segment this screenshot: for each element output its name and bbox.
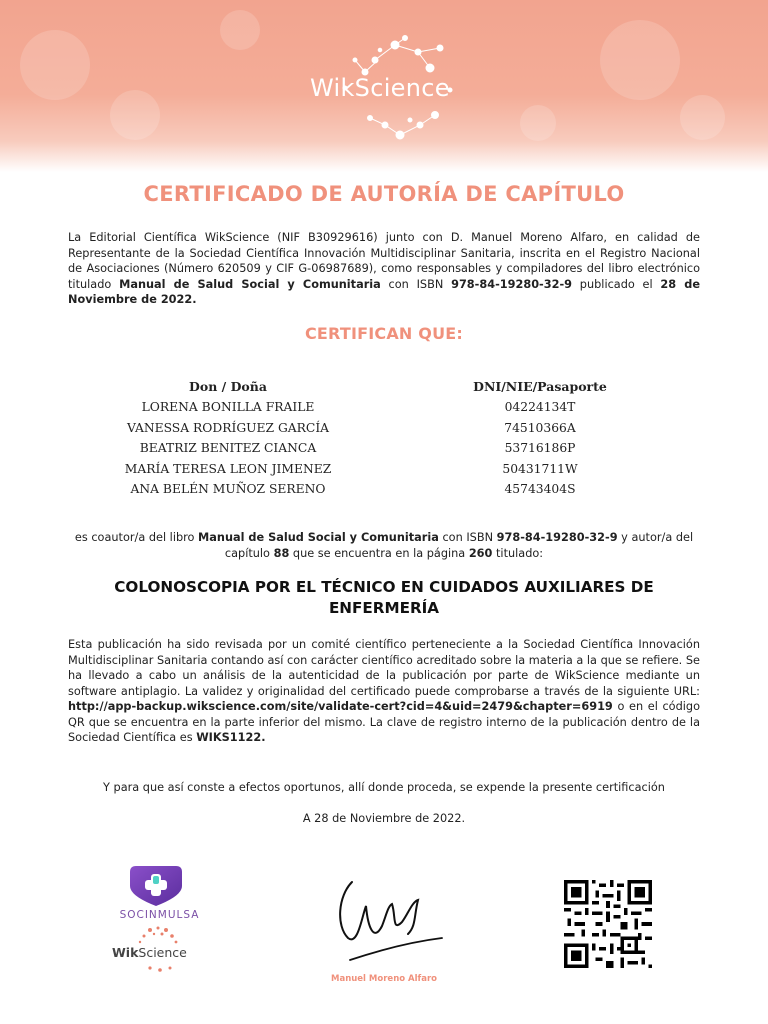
coauthor-text: que se encuentra en la página: [289, 546, 469, 560]
registry-key: WIKS1122.: [196, 731, 266, 744]
book-title: Manual de Salud Social y Comunitaria: [119, 277, 381, 291]
intro-paragraph: [68, 230, 700, 308]
review-text: Esta publicación ha sido revisada por un comité científico perteneciente a la Sociedad Científica Innovación Multidisciplinar Sanitaria contando así con carácter científico acreditado sobre la materia a la que se refiere. Se ha llevado a cabo un análisis de la autenticidad de la publicación por parte de WikScience mediante un software antiplagio. La validez y originalidad del certificado puede comprobarse a través de la siguiente URL:: [68, 638, 700, 698]
coauthor-text: titulado:: [492, 546, 544, 560]
validation-url[interactable]: http://app-backup.wikscience.com/site/validate-cert?cid=4&uid=2479&chapter=6919: [68, 700, 613, 713]
author-name: VANESSA RODRÍGUEZ GARCÍA: [126, 420, 330, 435]
brand-suffix: Science: [354, 74, 450, 102]
chapter-title: COLONOSCOPIA POR EL TÉCNICO EN CUIDADOS AUXILIARES DE ENFERMERÍA: [114, 578, 654, 617]
author-name: MARÍA TERESA LEON JIMENEZ: [124, 461, 332, 476]
chapter-number: 88: [273, 546, 290, 560]
bokeh-circle: [220, 10, 260, 50]
author-id: 04224134T: [504, 400, 576, 414]
authors-id-column: [430, 379, 650, 503]
page-number: 260: [468, 546, 493, 560]
small-brand-suffix: Science: [138, 945, 187, 960]
bokeh-circle: [110, 90, 160, 140]
small-brand-prefix: Wik: [112, 945, 139, 960]
author-id: 74510366A: [504, 420, 576, 435]
qr-code[interactable]: [562, 880, 654, 968]
coauthor-text: con ISBN: [438, 531, 497, 544]
intro-text: con ISBN: [380, 277, 452, 291]
author-id: 45743404S: [504, 482, 576, 496]
signer-name: [0, 974, 768, 984]
name-column-header: Don / Doña: [189, 379, 267, 394]
intro-text: publicado el: [572, 277, 661, 291]
issue-date: A 28 de Noviembre de 2022.: [302, 812, 466, 825]
bokeh-circle: [680, 95, 725, 140]
review-paragraph: [68, 637, 700, 746]
coauthor-statement: [68, 530, 700, 562]
author-name: LORENA BONILLA FRAILE: [141, 400, 315, 414]
book-title: Manual de Salud Social y Comunitaria: [198, 531, 439, 544]
coauthor-text: y autor/a del capítulo: [224, 531, 694, 560]
certificate-title: CERTIFICADO DE AUTORÍA DE CAPÍTULO: [143, 182, 625, 206]
authors-name-column: [103, 379, 353, 503]
brand-wordmark: [310, 74, 450, 102]
author-id: 53716186P: [504, 441, 576, 455]
isbn: 978-84-19280-32-9: [451, 277, 573, 291]
header-banner: [0, 0, 768, 172]
small-brand-wordmark: [112, 945, 187, 960]
closing-statement: Y para que así conste a efectos oportunos, allí donde proceda, se expende la presente certificación: [103, 781, 665, 794]
society-label: SOCINMULSA: [119, 909, 200, 921]
signer-name-text: Manuel Moreno Alfaro: [331, 974, 437, 984]
bokeh-circle: [600, 20, 680, 100]
bokeh-circle: [520, 105, 556, 141]
author-name: ANA BELÉN MUÑOZ SERENO: [130, 482, 326, 496]
coauthor-text: es coautor/a del libro: [74, 531, 199, 544]
author-name: BEATRIZ BENITEZ CIANCA: [139, 441, 317, 455]
review-text: o en el código QR que se encuentra en la parte inferior del mismo. La clave de registro interno de la publicación dentro de la Sociedad Científica es: [68, 700, 700, 744]
certify-subtitle: CERTIFICAN QUE:: [304, 324, 464, 343]
brand-prefix: Wik: [310, 74, 355, 102]
isbn: 978-84-19280-32-9: [496, 531, 618, 544]
bokeh-circle: [20, 30, 90, 100]
publish-date: 28 de Noviembre de 2022.: [68, 277, 700, 306]
intro-text: La Editorial Científica WikScience (NIF B30929616) junto con D. Manuel Moreno Alfaro, en calidad de Representante de la Sociedad Científica Innovación Multidisciplinar Sanitaria, inscrita en el Registro Nacional de Asociaciones (Número 620509 y CIF G-06987689), como responsables y compiladores del libro electrónico titulado: [68, 231, 700, 291]
id-column-header: DNI/NIE/Pasaporte: [473, 379, 607, 394]
author-id: 50431711W: [502, 461, 578, 476]
signature: [330, 876, 450, 966]
